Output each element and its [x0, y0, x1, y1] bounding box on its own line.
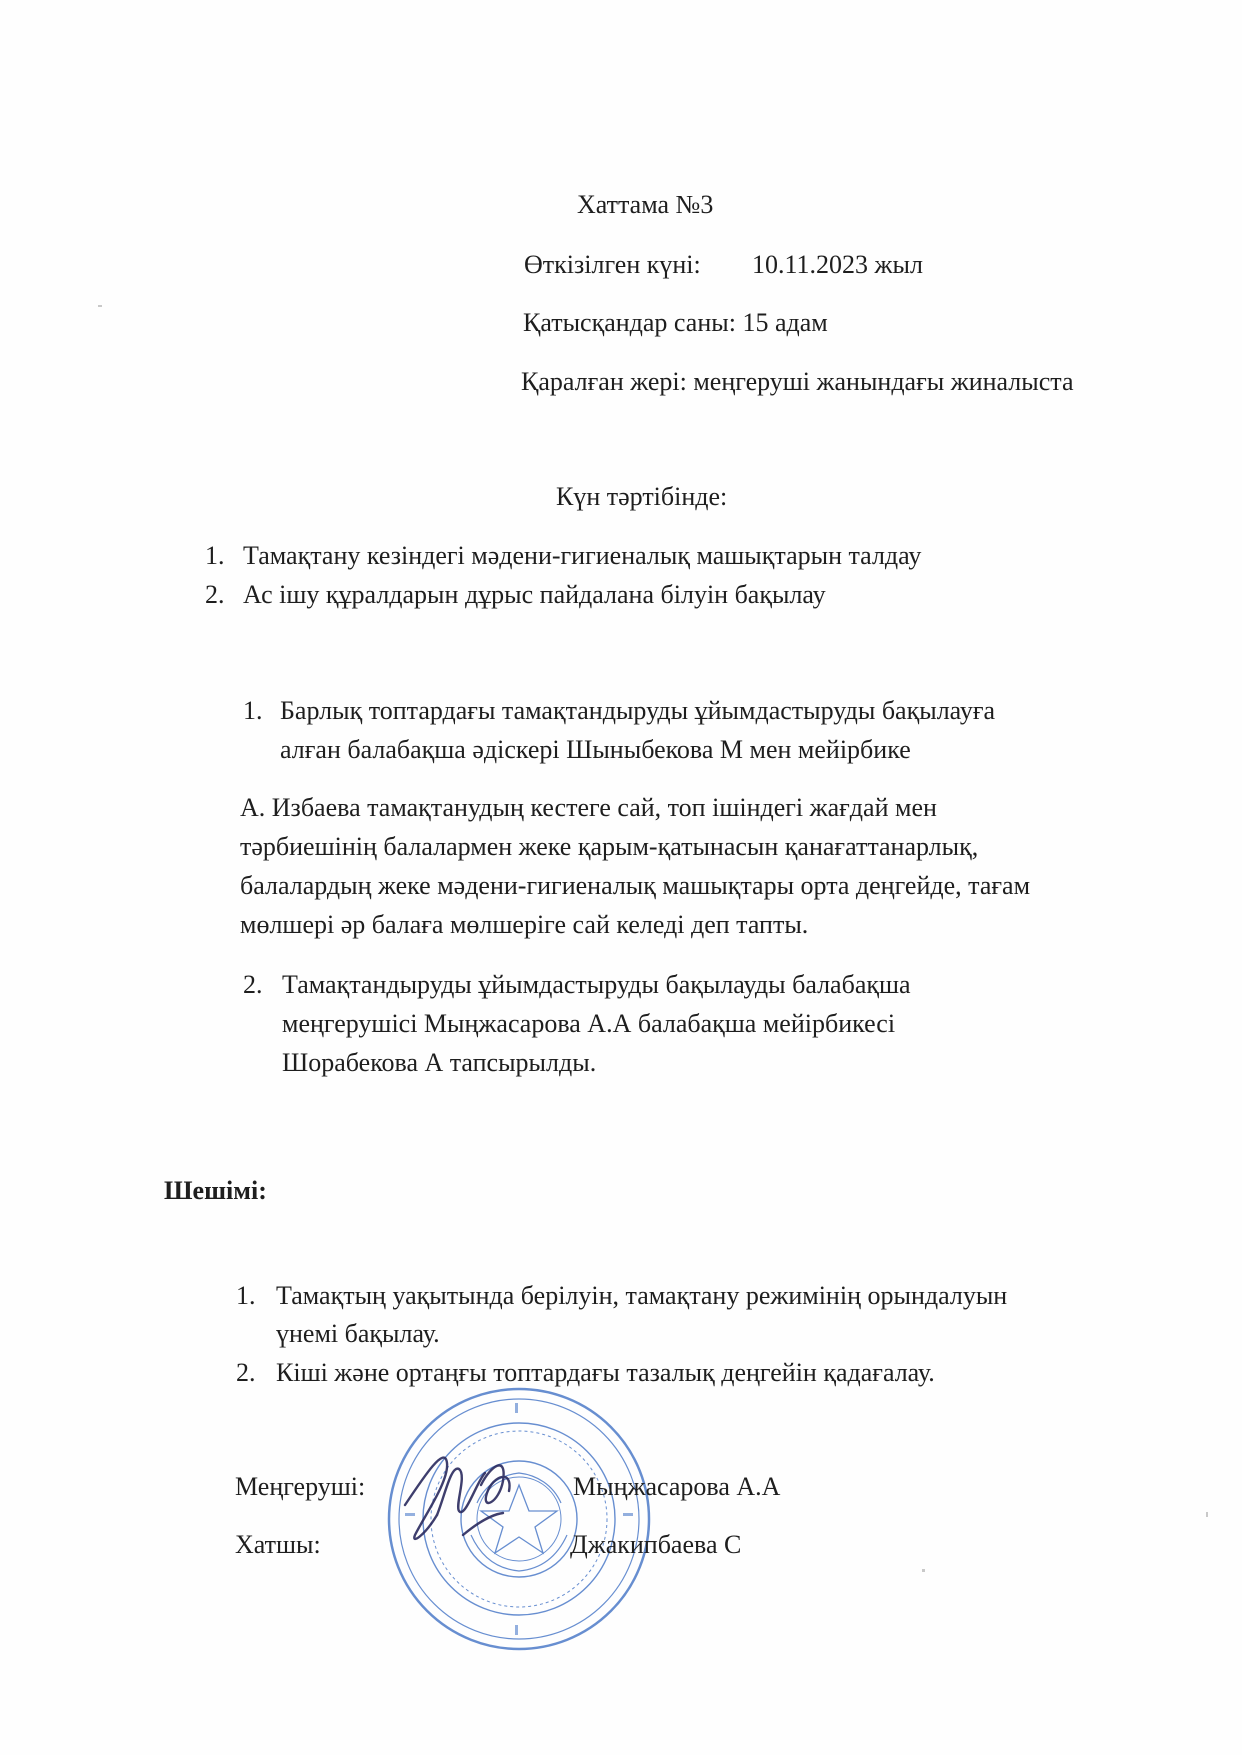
organization-stamp: [385, 1385, 653, 1653]
agenda-item-number: 1.: [205, 541, 225, 570]
discussion-item-line: Тамақтандыруды ұйымдастыруды бақылауды балабақша: [282, 970, 911, 999]
secretary-name: Джакипбаева С: [570, 1530, 742, 1559]
discussion-item-number: 2.: [243, 970, 263, 999]
head-name: Мыңжасарова А.А: [573, 1472, 781, 1501]
meeting-location: Қаралған жері: меңгеруші жанындағы жиналыста: [521, 367, 1074, 396]
discussion-item-line: меңгерушісі Мыңжасарова А.А балабақша мейірбикесі: [282, 1009, 896, 1038]
discussion-item-number: 1.: [243, 696, 263, 725]
discussion-paragraph-line: тәрбиешінің балалармен жеке қарым-қатынасын қанағаттанарлық,: [240, 832, 979, 861]
discussion-paragraph-line: мөлшері әр балаға мөлшеріге сай келеді деп тапты.: [240, 910, 809, 939]
head-role-label: Меңгеруші:: [235, 1472, 366, 1501]
agenda-item-text: Тамақтану кезіндегі мәдени-гигиеналық машықтарын талдау: [243, 541, 922, 570]
decision-item-number: 2.: [236, 1358, 256, 1387]
scan-speck: [1206, 1512, 1208, 1517]
agenda-item-number: 2.: [205, 580, 225, 609]
participants-count: Қатысқандар саны: 15 адам: [523, 308, 828, 337]
agenda-item-text: Ас ішу құралдарын дұрыс пайдалана білуін бақылау: [243, 580, 826, 609]
scan-speck: [98, 305, 102, 307]
decision-heading: Шешімі:: [164, 1176, 267, 1205]
document-title: Хаттама №3: [577, 190, 714, 219]
decision-item-number: 1.: [236, 1281, 256, 1310]
decision-item-line: үнемі бақылау.: [276, 1319, 440, 1348]
secretary-role-label: Хатшы:: [235, 1530, 321, 1559]
discussion-paragraph-line: балалардың жеке мәдени-гигиеналық машықтары орта деңгейде, тағам: [240, 871, 1031, 900]
scan-speck: [922, 1569, 925, 1572]
decision-item-text: Кіші және ортаңғы топтардағы тазалық деңгейін қадағалау.: [276, 1358, 935, 1387]
discussion-item-line: алған балабақша әдіскері Шыныбекова М мен мейірбике: [280, 735, 911, 764]
decision-item-line: Тамақтың уақытында берілуін, тамақтану режимінің орындалуын: [276, 1281, 1008, 1310]
date-label: Өткізілген күні:: [524, 250, 701, 279]
discussion-item-line: Барлық топтардағы тамақтандыруды ұйымдастыруды бақылауға: [280, 696, 996, 725]
date-value: 10.11.2023 жыл: [752, 250, 923, 279]
discussion-paragraph-line: А. Избаева тамақтанудың кестеге сай, топ ішіндегі жағдай мен: [240, 793, 937, 822]
agenda-heading: Күн тәртібінде:: [556, 482, 728, 511]
discussion-item-line: Шорабекова А тапсырылды.: [282, 1048, 597, 1077]
